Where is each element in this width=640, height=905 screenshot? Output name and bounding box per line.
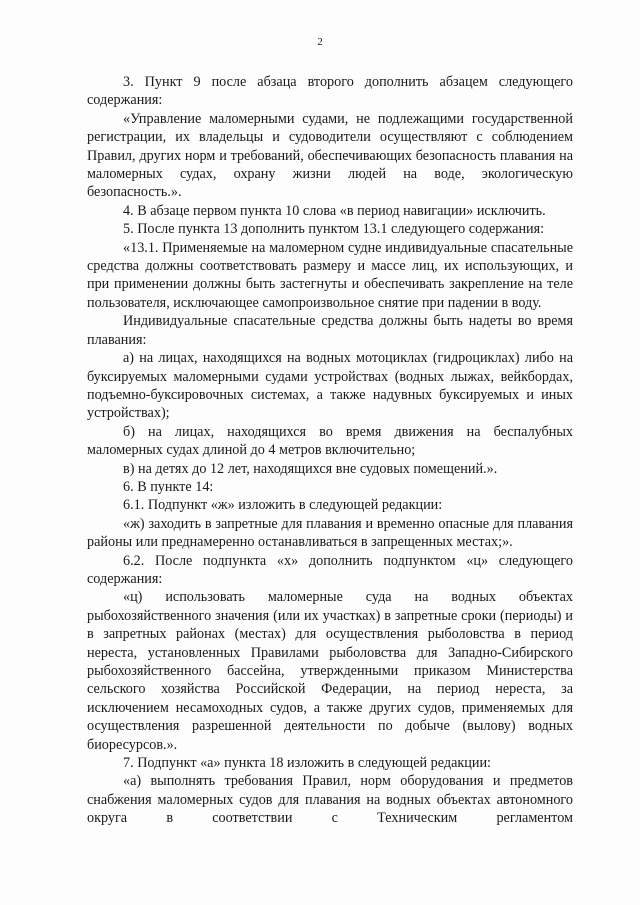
- paragraph-sub-b: б) на лицах, находящихся во время движения на беспалубных маломерных судах длиной до 4 метров включительно;: [87, 423, 573, 459]
- paragraph-lifejackets: Индивидуальные спасательные средства должны быть надеты во время плавания:: [87, 313, 573, 348]
- paragraph-quote-13-1: «13.1. Применяемые на маломерном судне индивидуальные спасательные средства должны соответствовать размеру и массе лиц, их использующих, и при применении должны быть застегнуты и обеспечивать закрепление на теле пользователя, исключающее самопроизвольное снятие при падении в воду.: [87, 239, 573, 311]
- paragraph-sub-v: в) на детях до 12 лет, находящихся вне судовых помещений.».: [123, 460, 498, 477]
- paragraph-quote-management: «Управление маломерными судами, не подлежащими государственной регистрации, их владельцы и судоводители осуществляют с соблюдением Правил, других норм и требований, обеспечивающих безопасность плавания на маломерных судах, охрану жизни людей на воде, экологическую безопасность.».: [87, 110, 573, 201]
- paragraph-item-6-2: 6.2. После подпункта «х» дополнить подпунктом «ц» следующего содержания:: [87, 552, 573, 587]
- paragraph-item-6: 6. В пункте 14:: [123, 478, 214, 495]
- paragraph-quote-ts: «ц) использовать маломерные суда на водных объектах рыбохозяйственного значения (или их участках) в запретные сроки (периоды) и в запретных районах (местах) для осуществления рыболовства в период нереста, установленных Правилами рыболовства для Западно-Сибирского рыбохозяйственного бассейна, утвержденными приказом Министерства сельского хозяйства Российской Федерации, на период нереста, за исключением несамоходных судов, а также других судов, применяемых для осуществления разрешенной деятельности по добыче (вылову) водных биоресурсов.».: [87, 589, 573, 753]
- paragraph-item-6-1: 6.1. Подпункт «ж» изложить в следующей редакции:: [123, 497, 443, 514]
- paragraph-item-3: 3. Пункт 9 после абзаца второго дополнить абзацем следующего содержания:: [87, 74, 573, 109]
- paragraph-item-5: 5. После пункта 13 дополнить пунктом 13.1 следующего содержания:: [123, 221, 545, 238]
- paragraph-item-7: 7. Подпункт «а» пункта 18 изложить в следующей редакции:: [123, 755, 492, 772]
- paragraph-quote-a: «а) выполнять требования Правил, норм оборудования и предметов снабжения маломерных судов для плавания на водных объектах автономного округа в соответствии с Техническим регламентом: [87, 773, 573, 827]
- paragraph-sub-a: а) на лицах, находящихся на водных мотоциклах (гидроциклах) либо на буксируемых маломерными судами устройствах (водных лыжах, вейкбордах, подъемно-буксировочных системах, а также надувных буксируемых и иных устройствах);: [87, 350, 573, 422]
- page-number: 2: [317, 36, 323, 48]
- paragraph-item-4: 4. В абзаце первом пункта 10 слова «в период навигации» исключить.: [123, 202, 546, 219]
- document-body: [87, 73, 573, 828]
- paragraph-quote-zh: «ж) заходить в запретные для плавания и временно опасные для плавания районы или преднамеренно останавливаться в запрещенных местах;».: [87, 515, 573, 551]
